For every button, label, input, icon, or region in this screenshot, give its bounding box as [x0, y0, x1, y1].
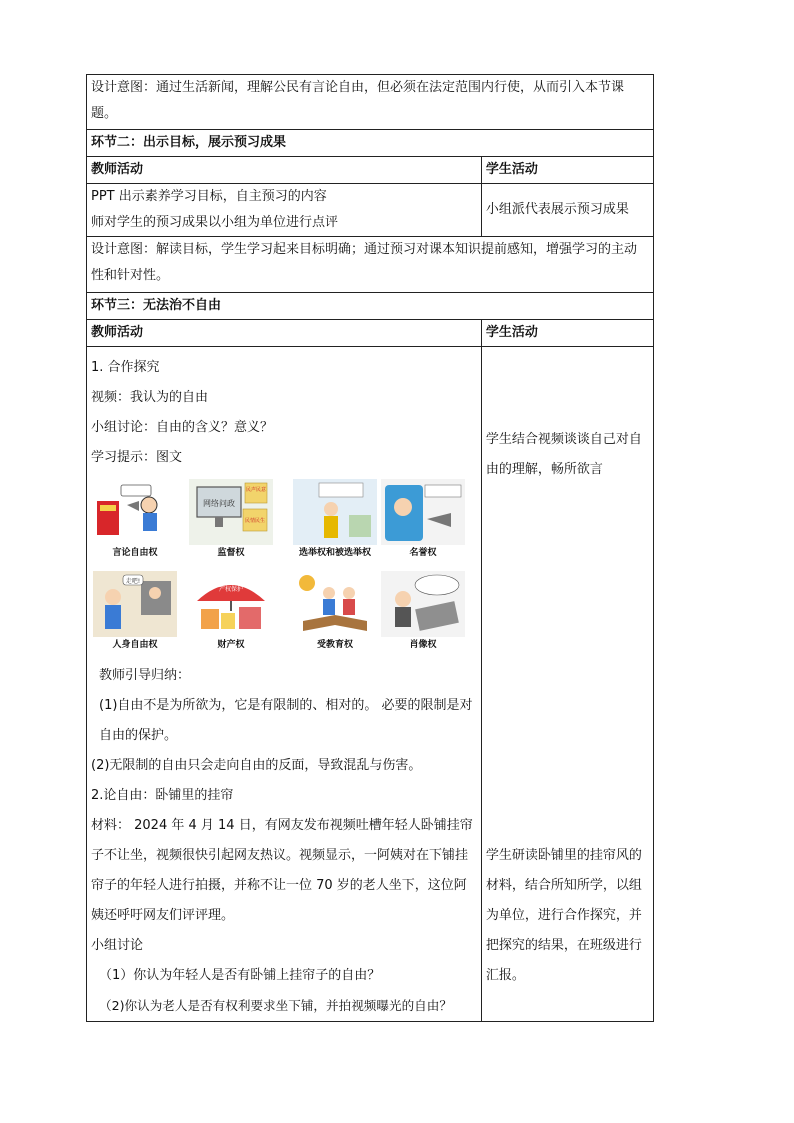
- lesson-table: [86, 74, 654, 1022]
- monitor-bubble-1-text: 民声民意: [245, 487, 267, 493]
- rights-image-reputation: [379, 479, 467, 559]
- student-response-1: 学生结合视频谈谈自己对自由的理解，畅所欲言: [485, 432, 642, 477]
- reputation-icon: [381, 479, 465, 545]
- stage-2-teacher-line-1: PPT 出示素养学习目标，自主预习的内容: [91, 189, 327, 204]
- rights-image-property: [187, 571, 275, 651]
- monitor-bubble-2-text: 民情民生: [244, 518, 266, 524]
- teacher-activity-header: 教师活动: [87, 157, 482, 184]
- person-icon: [93, 571, 177, 637]
- rights-image-portrait: [379, 571, 467, 651]
- design-intent-row-2: [87, 237, 654, 293]
- video-line: 视频：我认为的自由: [91, 390, 209, 405]
- rights-image-vote: [291, 479, 379, 559]
- speech-icon: [93, 479, 177, 545]
- stage-3-title: 环节三：无法治不自由: [87, 293, 654, 320]
- rights-image-person: [91, 571, 179, 651]
- material-text: 材料： 2024 年 4 月 14 日，有网友发布视频吐槽年轻人卧铺挂帘子不让坐，视频很快引起网友热议。视频显示，一阿姨对在下铺挂帘子的年轻人进行拍摄，并称不让一位 70 岁的老人坐下，这位阿姨还呼吁网友们评评理。: [91, 818, 473, 923]
- stage-3-student-cell: [481, 347, 653, 1022]
- header-row-1: [87, 157, 654, 184]
- design-intent-1: 设计意图：通过生活新闻，理解公民有言论自由，但必须在法定范围内行使，从而引入本节课题。: [87, 75, 654, 130]
- summary-point-2: (2)无限制的自由只会走向自由的反面，导致混乱与伤害。: [91, 758, 422, 773]
- student-response-2: 学生研读卧铺里的挂帘风的材料，结合所知所学，以组为单位，进行合作探究，并把探究的结果，在班级进行汇报。: [485, 848, 642, 983]
- property-umbrella-text: 产权保护: [218, 586, 244, 593]
- rights-image-education: [291, 571, 379, 651]
- design-intent-2: 设计意图：解读目标，学生学习起来目标明确；通过预习对课本知识提前感知，增强学习的主动性和针对性。: [87, 237, 654, 293]
- question-2: （2)你认为老人是否有权利要求坐下铺，并拍视频曝光的自由？: [99, 998, 452, 1013]
- group-discuss-label: 小组讨论: [91, 938, 144, 953]
- rights-image-grid: [91, 479, 471, 655]
- property-icon: [189, 571, 273, 637]
- monitor-icon: [189, 479, 273, 545]
- stage-3-teacher-cell: [87, 347, 482, 1022]
- teacher-activity-header-2: 教师活动: [87, 320, 482, 347]
- person-bubble-text: 走吧!: [125, 578, 141, 585]
- rights-label: 监督权: [217, 548, 245, 558]
- rights-label: 肖像权: [409, 640, 437, 650]
- item-2-title: 2.论自由：卧铺里的挂帘: [91, 788, 234, 803]
- student-activity-header-2: 学生活动: [481, 320, 653, 347]
- stage-2-student-cell: 小组派代表展示预习成果: [481, 184, 653, 237]
- discuss-line: 小组讨论：自由的含义？意义？: [91, 420, 274, 435]
- header-row-2: [87, 320, 654, 347]
- rights-label: 财产权: [217, 640, 245, 650]
- portrait-icon: [381, 571, 465, 637]
- monitor-screen-text: 网络问政: [203, 499, 235, 508]
- stage-2-teacher-line-2: 师对学生的预习成果以小组为单位进行点评: [91, 215, 339, 230]
- stage-3-row: [87, 293, 654, 320]
- stage-3-content-row: [87, 347, 654, 1022]
- question-1: （1）你认为年轻人是否有卧铺上挂帘子的自由？: [99, 968, 381, 983]
- design-intent-row-1: [87, 75, 654, 130]
- rights-label: 名誉权: [409, 548, 437, 558]
- rights-image-speech: [91, 479, 179, 559]
- rights-label: 选举权和被选举权: [298, 548, 371, 558]
- hint-line: 学习提示：图文: [91, 450, 183, 465]
- item-1-title: 1. 合作探究: [91, 360, 160, 375]
- stage-2-teacher-cell: [87, 184, 482, 237]
- summary-point-1: (1)自由不是为所欲为，它是有限制的、相对的。 必要的限制是对自由的保护。: [99, 698, 473, 743]
- vote-icon: [293, 479, 377, 545]
- rights-label: 言论自由权: [112, 548, 158, 558]
- student-activity-header: 学生活动: [481, 157, 653, 184]
- education-icon: [293, 571, 377, 637]
- stage-2-title: 环节二：出示目标，展示预习成果: [87, 130, 654, 157]
- rights-label: 人身自由权: [112, 640, 158, 650]
- stage-2-content-row: [87, 184, 654, 237]
- rights-label: 受教育权: [316, 640, 353, 650]
- stage-2-row: [87, 130, 654, 157]
- summary-title: 教师引导归纳：: [99, 668, 191, 683]
- rights-image-monitor: [187, 479, 275, 559]
- lesson-page: [86, 74, 654, 1022]
